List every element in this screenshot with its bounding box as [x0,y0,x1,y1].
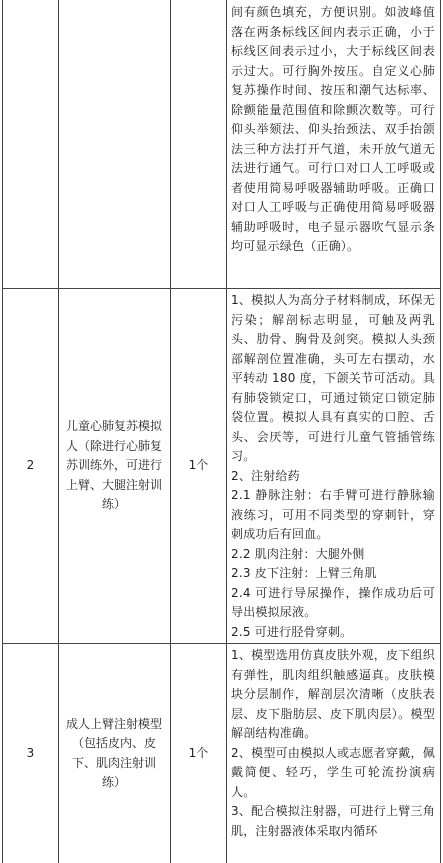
description-text: 3、配合模拟注射器，可进行上臂三角肌，注射器液体采取内循环 [231,804,435,838]
row-number [3,644,58,863]
item-name-text: 成人上臂注射模型（包括皮内、皮下、肌肉注射训练） [65,716,162,789]
item-quantity [171,644,226,863]
row-number [3,289,58,643]
item-name-text: 儿童心肺复苏模拟人（除进行心肺复苏训练外，可进行上臂、大腿注射训练） [65,419,162,512]
table-row [231,3,435,257]
description-text: 间有颜色填充，方便识别。如波峰值落在两条标线区间内表示正确，小于标线区间表示过小，大于标线区间表示过大。可行胸外按压。自定义心肺复苏操作时间、按压和潮气达标率、除颤能量范围值和除颤次数等。可行仰头举颏法、仰头抬颈法、双手抬颌法三种方法打开气道，未开放气道无法进行通气。可行口对口人工呼吸或者使用简易呼吸器辅助呼吸。正确口对口人工呼吸与正确使用简易呼吸器辅助呼吸时，电子显示器吹气显示条均可显示绿色（正确）。 [231,5,435,253]
item-quantity [171,289,226,643]
description-text: 1、模拟人为高分子材料制成，环保无污染；解剖标志明显，可触及两乳头、肋骨、胸骨及剑突。模拟人头颈部解剖位置准确，头可左右摆动，水平转动 180 度，下颌关节可活动。具有肺袋锁定口，可通过锁定口锁定肺袋位置。模拟人具有真实的口腔、舌头、会厌等，可进行儿童气管插管练习。 [231,293,435,463]
description-text: 2.2 肌肉注射：大腿外侧 [231,546,365,561]
table-row [231,646,435,841]
table-border-right [440,0,441,863]
item-quantity-text: 1个 [188,458,209,473]
item-name [64,289,164,643]
item-quantity-text: 1个 [188,745,209,760]
description-text: 2.4 可进行导尿操作，操作成功后可导出模拟尿液。 [231,585,435,619]
row-number-text: 2 [26,458,35,473]
description-text: 2.3 皮下注射：上臂三角肌 [231,566,377,580]
description-text: 2、模型可由模拟人或志愿者穿戴，佩戴简便、轻巧，学生可轮流扮演病人。 [231,745,435,799]
item-name [64,644,164,863]
column-divider [58,0,59,863]
description-text: 2.5 可进行胫骨穿刺。 [231,624,353,639]
row-number-text: 3 [26,745,35,760]
column-divider [226,0,227,863]
table-row [231,291,435,642]
description-text: 2.1 静脉注射：右手臂可进行静脉输液练习，可用不同类型的穿刺针，穿刺成功后有回血。 [231,488,435,541]
description-text: 1、模型选用仿真皮肤外观，皮下组织有弹性，肌肉组织触感逼真。皮肤模块分层制作，解剖层次清晰（皮肤表层、皮下脂肪层、皮下肌肉层）。模型解剖结构准确。 [231,648,435,740]
description-text: 2、注射给药 [231,468,300,483]
